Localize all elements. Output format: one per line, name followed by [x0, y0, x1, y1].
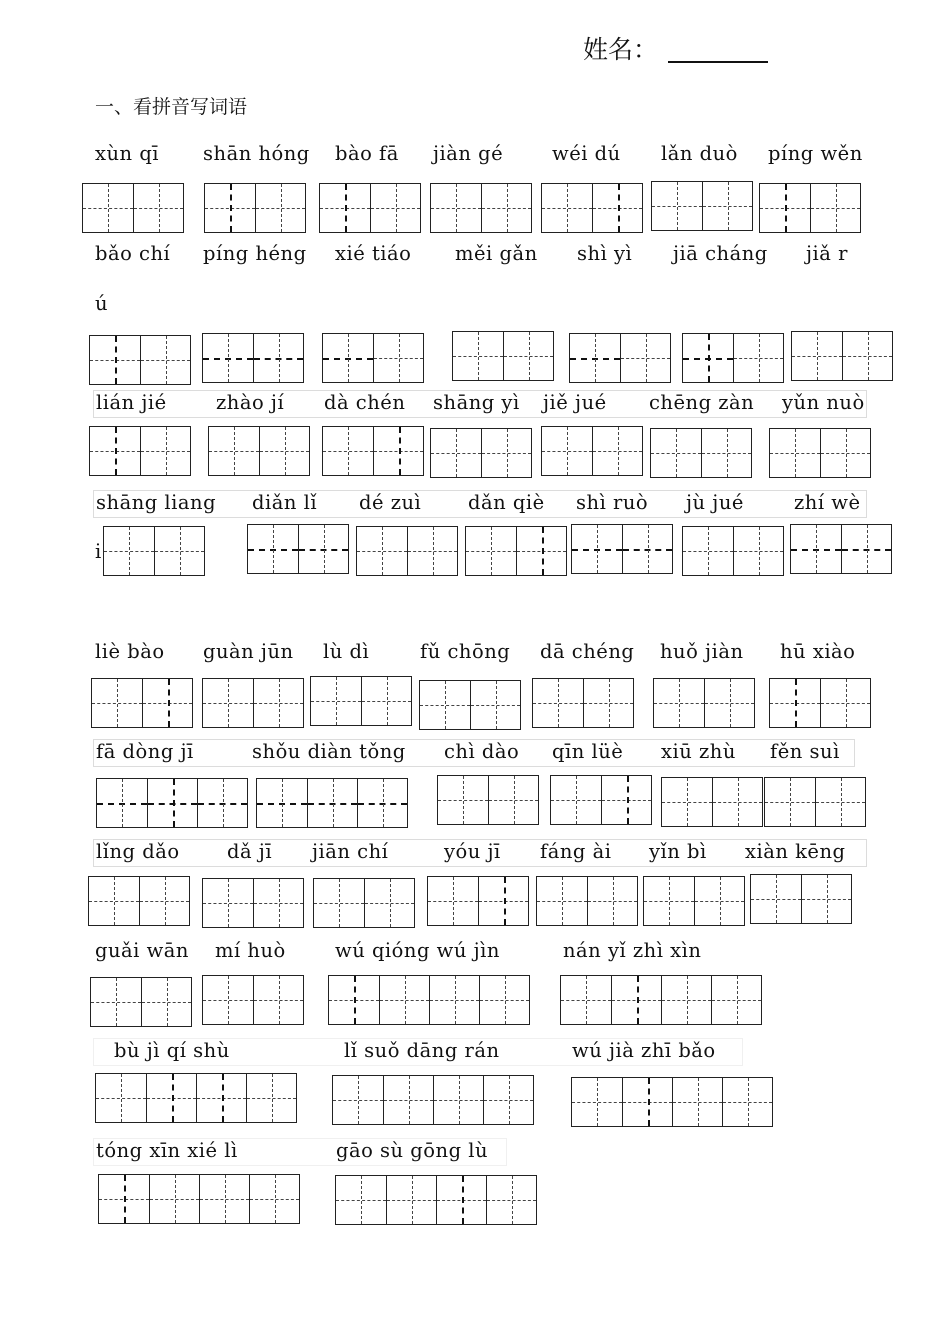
grid-cell[interactable]	[654, 679, 704, 727]
grid-cell[interactable]	[383, 1076, 433, 1124]
writing-grid[interactable]	[682, 526, 784, 576]
grid-cell[interactable]	[253, 976, 303, 1024]
writing-grid[interactable]	[452, 331, 554, 381]
grid-cell[interactable]	[420, 681, 470, 729]
pinyin-word: dǎn qiè	[468, 491, 545, 514]
writing-grid[interactable]	[560, 975, 762, 1025]
grid-cell[interactable]	[96, 1074, 146, 1122]
grid-cell[interactable]	[481, 429, 531, 477]
pinyin-row	[93, 1038, 743, 1066]
grid-cell[interactable]	[722, 1078, 772, 1126]
grid-cell[interactable]	[154, 527, 204, 575]
pinyin-word: fǔ chōng	[420, 640, 511, 663]
grid-cell[interactable]	[209, 427, 259, 475]
pinyin-word: yǐn bì	[649, 840, 707, 863]
grid-cell[interactable]	[140, 427, 190, 475]
writing-grid[interactable]	[89, 426, 191, 476]
writing-grid[interactable]	[356, 526, 458, 576]
pinyin-word: fáng ài	[540, 840, 612, 863]
writing-grid[interactable]	[202, 878, 304, 928]
writing-grid[interactable]	[437, 775, 539, 825]
writing-grid[interactable]	[682, 333, 784, 383]
grid-cell[interactable]	[97, 779, 147, 827]
pinyin-word: jiǎ r	[806, 242, 848, 265]
pinyin-word: shān hóng	[203, 142, 310, 165]
pinyin-word: mí huò	[215, 939, 286, 962]
grid-cell[interactable]	[583, 679, 633, 727]
grid-cell[interactable]	[379, 976, 429, 1024]
writing-grid[interactable]	[82, 183, 184, 233]
writing-grid[interactable]	[98, 1174, 300, 1224]
pinyin-word: lǐng dǎo	[96, 840, 180, 863]
pinyin-word: píng héng	[203, 242, 307, 265]
grid-cell[interactable]	[386, 1176, 436, 1224]
grid-cell[interactable]	[203, 679, 253, 727]
grid-cell[interactable]	[99, 1175, 149, 1223]
pinyin-word: yóu jī	[444, 840, 501, 863]
writing-grid[interactable]	[256, 778, 408, 828]
grid-cell[interactable]	[712, 778, 762, 826]
writing-grid[interactable]	[759, 183, 861, 233]
grid-cell[interactable]	[373, 334, 423, 382]
pinyin-word: píng wěn	[768, 142, 863, 165]
pinyin-word: zhào jí	[216, 391, 285, 414]
grid-cell[interactable]	[248, 525, 298, 573]
grid-cell[interactable]	[431, 429, 481, 477]
writing-grid[interactable]	[313, 878, 415, 928]
pinyin-word: lián jié	[96, 391, 167, 414]
grid-cell[interactable]	[592, 427, 642, 475]
grid-cell[interactable]	[89, 877, 139, 925]
pinyin-row	[95, 640, 875, 666]
writing-grid[interactable]	[536, 876, 638, 926]
grid-cell[interactable]	[246, 1074, 296, 1122]
writing-grid[interactable]	[419, 680, 521, 730]
grid-cell[interactable]	[478, 877, 528, 925]
grid-cell[interactable]	[572, 1078, 622, 1126]
writing-grid[interactable]	[202, 333, 304, 383]
grid-cell[interactable]	[433, 1076, 483, 1124]
pinyin-word: bào fā	[335, 142, 399, 165]
grid-cell[interactable]	[791, 525, 841, 573]
grid-cell[interactable]	[733, 334, 783, 382]
pinyin-word: tóng xīn xié lì	[96, 1139, 238, 1162]
grid-cell[interactable]	[149, 1175, 199, 1223]
pinyin-word: xùn qī	[95, 142, 160, 165]
pinyin-wrap: i	[95, 540, 102, 563]
grid-cell[interactable]	[249, 1175, 299, 1223]
grid-cell[interactable]	[815, 778, 865, 826]
pinyin-word: bù jì qí shù	[114, 1039, 230, 1062]
pinyin-word: xiàn kēng	[745, 840, 846, 863]
writing-grid[interactable]	[653, 678, 755, 728]
writing-grid[interactable]	[764, 777, 866, 827]
grid-cell[interactable]	[537, 877, 587, 925]
pinyin-word: jiā cháng	[673, 242, 768, 265]
pinyin-word: nán yǐ zhì xìn	[563, 939, 702, 962]
grid-cell[interactable]	[320, 184, 370, 232]
pinyin-row	[95, 142, 875, 168]
writing-grid[interactable]	[650, 428, 752, 478]
pinyin-word: fā dòng jī	[96, 740, 194, 763]
grid-cell[interactable]	[357, 527, 407, 575]
grid-cell[interactable]	[601, 776, 651, 824]
writing-grid[interactable]	[247, 524, 349, 574]
grid-cell[interactable]	[83, 184, 133, 232]
pinyin-word: fěn suì	[770, 740, 840, 763]
grid-cell[interactable]	[329, 976, 379, 1024]
pinyin-word: lù dì	[323, 640, 370, 663]
grid-cell[interactable]	[662, 778, 712, 826]
grid-cell[interactable]	[820, 429, 870, 477]
grid-cell[interactable]	[533, 679, 583, 727]
grid-cell[interactable]	[142, 679, 192, 727]
writing-grid[interactable]	[427, 876, 529, 926]
grid-cell[interactable]	[842, 332, 892, 380]
section-title: 一、看拼音写词语	[95, 96, 248, 118]
pinyin-word: wú jià zhī bǎo	[572, 1039, 716, 1062]
grid-cell[interactable]	[701, 429, 751, 477]
grid-cell[interactable]	[333, 1076, 383, 1124]
pinyin-word: jiě jué	[543, 391, 607, 414]
grid-cell[interactable]	[203, 879, 253, 927]
grid-cell[interactable]	[551, 776, 601, 824]
grid-cell[interactable]	[307, 779, 357, 827]
pinyin-word: jiān chí	[312, 840, 389, 863]
grid-cell[interactable]	[203, 334, 253, 382]
pinyin-word: shāng liang	[96, 491, 217, 514]
grid-cell[interactable]	[298, 525, 348, 573]
writing-grid[interactable]	[430, 428, 532, 478]
grid-cell[interactable]	[453, 332, 503, 380]
pinyin-word: dé zuì	[359, 491, 422, 514]
pinyin-word: bǎo chí	[95, 242, 171, 265]
grid-cell[interactable]	[516, 527, 566, 575]
grid-cell[interactable]	[197, 779, 247, 827]
writing-grid[interactable]	[202, 975, 304, 1025]
writing-grid[interactable]	[465, 526, 567, 576]
grid-cell[interactable]	[259, 427, 309, 475]
pinyin-word: chì dào	[444, 740, 520, 763]
grid-cell[interactable]	[196, 1074, 246, 1122]
writing-grid[interactable]	[310, 676, 412, 726]
grid-cell[interactable]	[479, 976, 529, 1024]
grid-cell[interactable]	[711, 976, 761, 1024]
grid-cell[interactable]	[820, 679, 870, 727]
grid-cell[interactable]	[357, 779, 407, 827]
grid-cell[interactable]	[592, 184, 642, 232]
writing-grid[interactable]	[569, 333, 671, 383]
name-blank-line[interactable]	[668, 61, 768, 63]
grid-cell[interactable]	[694, 877, 744, 925]
writing-grid[interactable]	[89, 335, 191, 385]
grid-cell[interactable]	[622, 1078, 672, 1126]
grid-cell[interactable]	[542, 427, 592, 475]
pinyin-word: dà chén	[324, 391, 406, 414]
pinyin-word: dǎ jī	[227, 840, 273, 863]
pinyin-word: diǎn lǐ	[252, 491, 318, 514]
grid-cell[interactable]	[436, 1176, 486, 1224]
grid-cell[interactable]	[733, 527, 783, 575]
grid-cell[interactable]	[651, 429, 701, 477]
grid-cell[interactable]	[770, 679, 820, 727]
grid-cell[interactable]	[407, 527, 457, 575]
grid-cell[interactable]	[620, 334, 670, 382]
pinyin-word: guǎi wān	[95, 939, 189, 962]
grid-cell[interactable]	[364, 879, 414, 927]
grid-cell[interactable]	[91, 978, 141, 1026]
writing-grid[interactable]	[332, 1075, 534, 1125]
pinyin-word: guàn jūn	[203, 640, 294, 663]
grid-cell[interactable]	[323, 427, 373, 475]
grid-cell[interactable]	[572, 525, 622, 573]
writing-grid[interactable]	[550, 775, 652, 825]
grid-cell[interactable]	[146, 1074, 196, 1122]
grid-cell[interactable]	[470, 681, 520, 729]
pinyin-row	[95, 242, 875, 268]
pinyin-row	[93, 839, 867, 867]
grid-cell[interactable]	[203, 976, 253, 1024]
pinyin-word: gāo sù gōng lù	[336, 1139, 489, 1162]
grid-cell[interactable]	[370, 184, 420, 232]
pinyin-word: liè bào	[95, 640, 165, 663]
pinyin-word: xié tiáo	[335, 242, 412, 265]
grid-cell[interactable]	[253, 879, 303, 927]
grid-cell[interactable]	[652, 182, 702, 230]
grid-cell[interactable]	[314, 879, 364, 927]
writing-grid[interactable]	[88, 876, 190, 926]
grid-cell[interactable]	[323, 334, 373, 382]
grid-cell[interactable]	[542, 184, 592, 232]
writing-grid[interactable]	[769, 678, 871, 728]
writing-grid[interactable]	[750, 874, 852, 924]
writing-grid[interactable]	[96, 778, 248, 828]
pinyin-word: shǒu diàn tǒng	[252, 740, 406, 763]
pinyin-word: měi gǎn	[455, 242, 538, 265]
pinyin-row	[93, 490, 867, 518]
grid-cell[interactable]	[253, 679, 303, 727]
writing-grid[interactable]	[532, 678, 634, 728]
grid-cell[interactable]	[801, 875, 851, 923]
grid-cell[interactable]	[810, 184, 860, 232]
grid-cell[interactable]	[672, 1078, 722, 1126]
writing-grid[interactable]	[208, 426, 310, 476]
grid-cell[interactable]	[257, 779, 307, 827]
grid-cell[interactable]	[428, 877, 478, 925]
pinyin-row	[95, 939, 795, 965]
writing-grid[interactable]	[204, 183, 306, 233]
writing-grid[interactable]	[91, 678, 193, 728]
pinyin-word: lǎn duò	[661, 142, 738, 165]
writing-grid[interactable]	[430, 183, 532, 233]
grid-cell[interactable]	[466, 527, 516, 575]
grid-cell[interactable]	[90, 427, 140, 475]
grid-cell[interactable]	[253, 334, 303, 382]
writing-grid[interactable]	[541, 426, 643, 476]
pinyin-word: lǐ suǒ dāng rán	[344, 1039, 500, 1062]
writing-grid[interactable]	[95, 1073, 297, 1123]
grid-cell[interactable]	[765, 778, 815, 826]
grid-cell[interactable]	[429, 976, 479, 1024]
grid-cell[interactable]	[683, 334, 733, 382]
grid-cell[interactable]	[503, 332, 553, 380]
pinyin-word: huǒ jiàn	[660, 640, 744, 663]
grid-cell[interactable]	[661, 976, 711, 1024]
grid-cell[interactable]	[140, 336, 190, 384]
writing-grid[interactable]	[790, 524, 892, 574]
writing-grid[interactable]	[90, 977, 192, 1027]
grid-cell[interactable]	[622, 525, 672, 573]
writing-grid[interactable]	[571, 1077, 773, 1127]
writing-grid[interactable]	[791, 331, 893, 381]
pinyin-word: hū xiào	[780, 640, 856, 663]
grid-cell[interactable]	[481, 184, 531, 232]
pinyin-word: shì ruò	[576, 491, 649, 514]
grid-cell[interactable]	[199, 1175, 249, 1223]
grid-cell[interactable]	[760, 184, 810, 232]
pinyin-word: zhí wè	[794, 491, 861, 514]
grid-cell[interactable]	[336, 1176, 386, 1224]
grid-cell[interactable]	[704, 679, 754, 727]
writing-grid[interactable]	[328, 975, 530, 1025]
pinyin-word: shì yì	[577, 242, 633, 265]
writing-grid[interactable]	[541, 183, 643, 233]
writing-grid[interactable]	[319, 183, 421, 233]
grid-cell[interactable]	[483, 1076, 533, 1124]
writing-grid[interactable]	[571, 524, 673, 574]
pinyin-word: wéi dú	[552, 142, 621, 165]
pinyin-word: jù jué	[686, 491, 744, 514]
writing-grid[interactable]	[103, 526, 205, 576]
grid-cell[interactable]	[373, 427, 423, 475]
grid-cell[interactable]	[141, 978, 191, 1026]
grid-cell[interactable]	[311, 677, 361, 725]
grid-cell[interactable]	[104, 527, 154, 575]
grid-cell[interactable]	[438, 776, 488, 824]
pinyin-row	[93, 1138, 507, 1166]
pinyin-word: yǔn nuò	[782, 391, 865, 414]
pinyin-word: shāng yì	[433, 391, 520, 414]
grid-cell[interactable]	[751, 875, 801, 923]
grid-cell[interactable]	[90, 336, 140, 384]
grid-cell[interactable]	[644, 877, 694, 925]
grid-cell[interactable]	[133, 184, 183, 232]
pinyin-word: wú qióng wú jìn	[335, 939, 500, 962]
pinyin-word: qīn lüè	[552, 740, 624, 763]
grid-cell[interactable]	[570, 334, 620, 382]
grid-cell[interactable]	[841, 525, 891, 573]
pinyin-row	[93, 739, 855, 767]
grid-cell[interactable]	[561, 976, 611, 1024]
grid-cell[interactable]	[611, 976, 661, 1024]
grid-cell[interactable]	[683, 527, 733, 575]
grid-cell[interactable]	[205, 184, 255, 232]
grid-cell[interactable]	[792, 332, 842, 380]
name-label: 姓名：	[583, 35, 659, 64]
writing-grid[interactable]	[643, 876, 745, 926]
grid-cell[interactable]	[92, 679, 142, 727]
writing-grid[interactable]	[202, 678, 304, 728]
writing-grid[interactable]	[769, 428, 871, 478]
grid-cell[interactable]	[702, 182, 752, 230]
grid-cell[interactable]	[488, 776, 538, 824]
grid-cell[interactable]	[139, 877, 189, 925]
writing-grid[interactable]	[651, 181, 753, 231]
writing-grid[interactable]	[335, 1175, 537, 1225]
grid-cell[interactable]	[587, 877, 637, 925]
grid-cell[interactable]	[486, 1176, 536, 1224]
pinyin-word: dā chéng	[540, 640, 635, 663]
writing-grid[interactable]	[322, 426, 424, 476]
grid-cell[interactable]	[147, 779, 197, 827]
pinyin-row	[93, 390, 867, 418]
writing-grid[interactable]	[661, 777, 763, 827]
writing-grid[interactable]	[322, 333, 424, 383]
pinyin-word: jiàn gé	[433, 142, 504, 165]
grid-cell[interactable]	[361, 677, 411, 725]
pinyin-wrap: ú	[95, 292, 109, 315]
grid-cell[interactable]	[770, 429, 820, 477]
pinyin-word: chēng zàn	[649, 391, 755, 414]
grid-cell[interactable]	[431, 184, 481, 232]
grid-cell[interactable]	[255, 184, 305, 232]
pinyin-word: xiū zhù	[661, 740, 736, 763]
